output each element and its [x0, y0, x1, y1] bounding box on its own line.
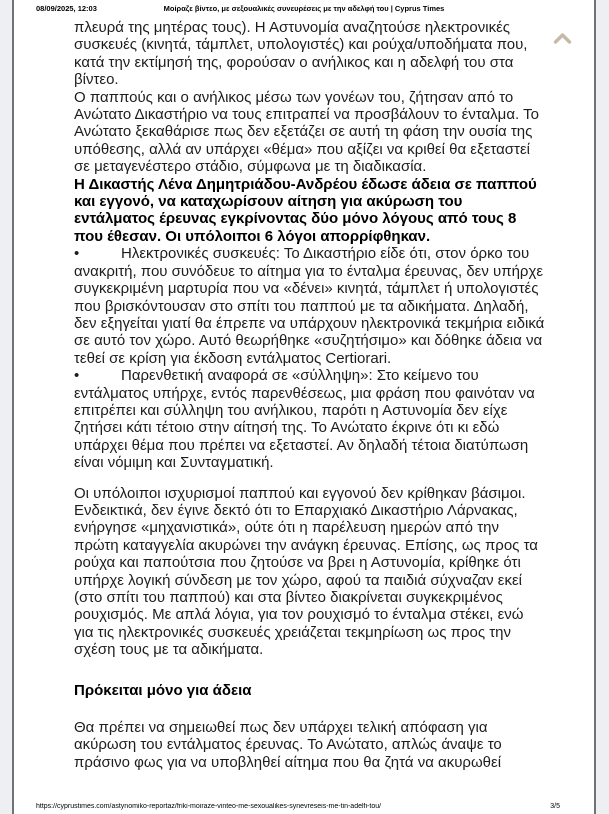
bullet-text: Ηλεκτρονικές συσκευές: Το Δικαστήριο είδε ότι, στον όρκο του ανακριτή, που συνόδευε το αίτημα για το ένταλμα έρευνας, δεν υπήρχε συγκεκριμένη μαρτυρία που να «δένει» κινητά, τάμπλετ ή υπολογιστές που βρισκόντουσαν στο σπίτι του παππού με τα αδικήματα. Δηλαδή, δεν εξηγείται γιατί θα έπρεπε να υπάρχουν ηλεκτρονικά τεκμήρια ειδικά σε αυτό τον χώρο. Αυτό θεωρήθηκε «συζητήσιμο» και δόθηκε άδεια να τεθεί σε κρίση για έκδοση εντάλματος Certiorari. — [74, 245, 545, 367]
article-bullet-item — [74, 367, 546, 471]
article-paragraph: Οι υπόλοιποι ισχυρισμοί παππού και εγγονού δεν κρίθηκαν βάσιμοι. Ενδεικτικά, δεν έγινε δεκτό ότι το Επαρχιακό Δικαστήριο Λάρνακας, ενήργησε «μηχανιστικά», ούτε ότι η παρέλευση ημερών από την πρώτη καταγγελία ακυρώνει την ανάγκη έρευνας. Επίσης, ως προς τα ρούχα και παπούτσια που ζητούσε να βρει η Αστυνομία, κρίθηκε ότι υπήρχε λογική σύνδεση με τον χώρο, αφού τα παιδιά σύχναζαν εκεί (στο σπίτι του παππού) και στα βίντεο διακρίνεται συγκεκριμένος ρουχισμός. Με απλά λόγια, για τον ρουχισμό το ένταλμα στέκει, ενώ για τις ηλεκτρονικές συσκευές χρειάζεται τεκμηρίωση ως προς την σχέση τους με τα αδικήματα. — [74, 484, 538, 659]
scroll-to-top-button[interactable] — [550, 31, 574, 49]
article-paragraph: Ο παππούς και ο ανήλικος μέσω των γονέων του, ζήτησαν από το Ανώτατο Δικαστήριο να τους επιτραπεί να προσβάλουν το ένταλμα. Το Ανώτατο ξεκαθάρισε πως δεν εξετάζει σε αυτή τη φάση την ουσία της υπόθεσης, αλλά αν υπάρχει «θέμα» που αξίζει να κριθεί θα εξεταστεί σε μεταγενέστερο στάδιο, σύμφωνα με τη διαδικασία. — [74, 88, 539, 176]
print-footer — [36, 803, 560, 810]
bullet-icon: • — [74, 245, 80, 263]
printed-page — [12, 0, 596, 814]
article-body — [74, 19, 546, 787]
bullet-text: Παρενθετική αναφορά σε «σύλληψη»: Στο κείμενο του εντάλματος υπήρχε, εντός παρενθέσεως, μια φράση που φαινόταν να επιτρέπει και σύλληψη του ανήλικου, παρότι η Αστυνομία δεν είχε ζητήσει κάτι τέτοιο στην αίτησή της. Το Ανώτατο έκρινε ότι κι εδώ υπάρχει θέμα που πρέπει να εξεταστεί. Αν δηλαδή τέτοια διατύπωση είναι νόμιμη και Συνταγματική. — [74, 367, 535, 472]
article-bullet-item — [74, 245, 546, 367]
article-subheading: Πρόκειται μόνο για άδεια — [74, 681, 252, 699]
article-paragraph-bold: Η Δικαστής Λένα Δημητριάδου-Ανδρέου έδωσε άδεια σε παππού και εγγονό, να καταχωρίσουν αίτηση για ακύρωση του εντάλματος έρευνας εγκρίνοντας δύο μόνο λόγους από τους 8 που έθεσαν. Οι υπόλοιποι 6 λόγοι απορρίφθηκαν. — [74, 175, 537, 245]
article-paragraph: πλευρά της μητέρας τους). Η Αστυνομία αναζητούσε ηλεκτρονικές συσκευές (κινητά, τάμπλετ, υπολογιστές) και ρούχα/υποδήματα που, κατά την εκτίμησή της, φορούσαν ο ανήλικος και η αδελφή του στα βίντεο. — [74, 19, 528, 89]
chevron-up-icon — [552, 32, 573, 48]
print-datetime: 08/09/2025, 12:03 — [36, 4, 97, 13]
print-footer-url: https://cyprustimes.com/astynomiko-reportaz/friki-moiraze-vinteo-me-sexoualikes-synevreseis-me-tin-adelfi-tou/ — [36, 803, 382, 810]
bullet-icon: • — [74, 367, 80, 385]
page-indicator: 3/5 — [550, 803, 560, 810]
article-paragraph: Θα πρέπει να σημειωθεί πως δεν υπάρχει τελική απόφαση για ακύρωση του εντάλματος έρευνας. Το Ανώτατο, απλώς άναψε το πράσινο φως για να υποβληθεί αίτημα που θα ζητά να ακυρωθεί — [74, 719, 502, 771]
print-header — [14, 4, 594, 16]
document-title: Μοίραζε βίντεο, με σεξουαλικές συνευρέσεις με την αδελφή του | Cyprus Times — [163, 4, 445, 13]
